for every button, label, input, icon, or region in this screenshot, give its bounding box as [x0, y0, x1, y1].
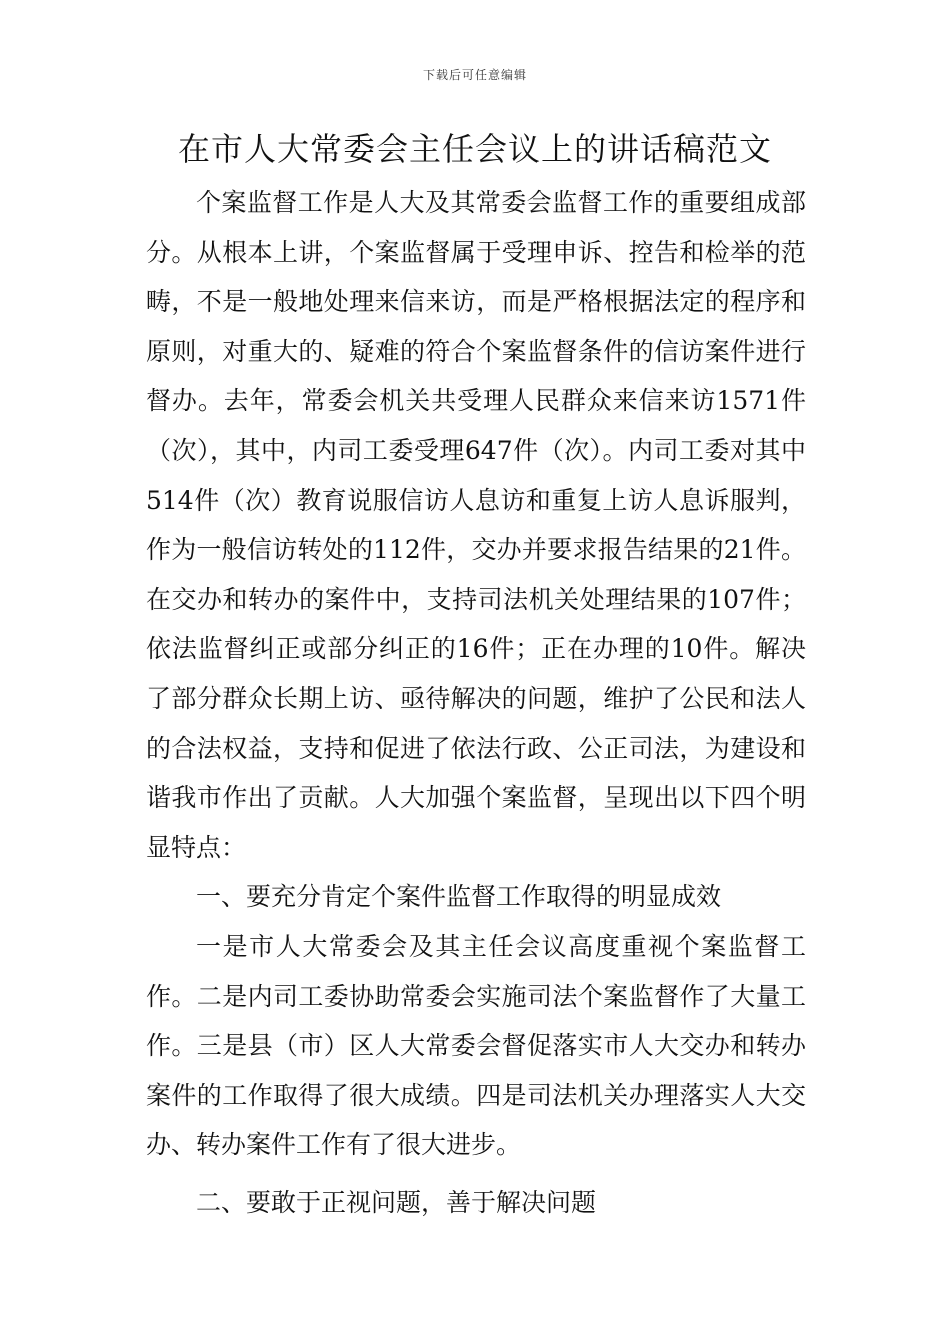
paragraph-intro: 个案监督工作是人大及其常委会监督工作的重要组成部分。从根本上讲，个案监督属于受理申诉、控告和检举的范畴，不是一般地处理来信来访，而是严格根据法定的程序和原则，对重大的、疑难的符合个案监督条件的信访案件进行督办。去年，常委会机关共受理人民群众来信来访1571件（次），其中，内司工委受理647件（次）。内司工委对其中514件（次）教育说服信访人息访和重复上访人息诉服判，作为一般信访转处的112件，交办并要求报告结果的21件。在交办和转办的案件中，支持司法机关处理结果的107件；依法监督纠正或部分纠正的16件；正在办理的10件。解决了部分群众长期上访、亟待解决的问题，维护了公民和法人的合法权益，支持和促进了依法行政、公正司法，为建设和谐我市作出了贡献。人大加强个案监督，呈现出以下四个明显特点：: [146, 188, 806, 862]
section-heading-two: 二、要敢于正视问题，善于解决问题: [196, 1187, 597, 1217]
document-title: 在市人大常委会主任会议上的讲话稿范文: [177, 130, 772, 168]
header-note: 下载后可任意编辑: [422, 68, 527, 82]
section-heading-one: 一、要充分肯定个案件监督工作取得的明显成效: [196, 882, 722, 912]
document-body: [146, 178, 806, 1227]
paragraph-achievements: 一是市人大常委会及其主任会议高度重视个案监督工作。二是内司工委协助常委会实施司法个案监督作了大量工作。三是县（市）区人大常委会督促落实市人大交办和转办案件的工作取得了很大成绩。四是司法机关办理落实人大交办、转办案件工作有了很大进步。: [146, 931, 806, 1160]
